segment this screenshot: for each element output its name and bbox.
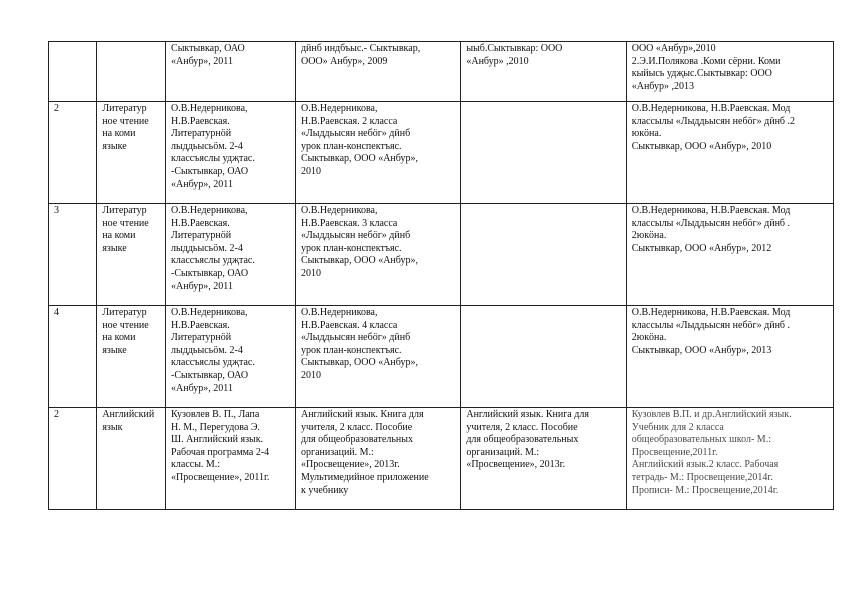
table-row	[49, 102, 834, 204]
subject-cell	[97, 42, 166, 102]
teacher-materials-cell: ыыб.Сыктывкар: ООО «Анбур» ,2010	[461, 42, 626, 102]
program-cell: О.В.Недерникова, Н.В.Раевская. Литературнӧй лыддьысьӧм. 2-4 классъяслы удҗтас. -Сыктывкар, ОАО «Анбур», 2011	[166, 102, 296, 204]
row-number-cell: 2	[49, 408, 97, 510]
subject-cell: Английский язык	[97, 408, 166, 510]
subject-cell: Литератур ное чтение на коми языке	[97, 204, 166, 306]
curriculum-materials-table	[48, 41, 834, 510]
row-number-cell: 2	[49, 102, 97, 204]
table-row	[49, 306, 834, 408]
extra-materials-cell: О.В.Недерникова, Н.В.Раевская. Мод классылы «Лыддьысян небӧг» дӣнб . 2юкӧна. Сыктывкар, ООО «Анбур», 2012	[626, 204, 833, 306]
row-number-cell: 4	[49, 306, 97, 408]
table-row	[49, 408, 834, 510]
teacher-materials-cell	[461, 204, 626, 306]
student-materials-cell: О.В.Недерникова, Н.В.Раевская. 3 класса «Лыддьысян небӧг» дӣнб урок план-конспектъяс. Сыктывкар, ООО «Анбур», 2010	[295, 204, 460, 306]
teacher-materials-cell	[461, 102, 626, 204]
student-materials-cell: О.В.Недерникова, Н.В.Раевская. 2 класса «Лыддьысян небӧг» дӣнб урок план-конспектъяс. Сыктывкар, ООО «Анбур», 2010	[295, 102, 460, 204]
program-cell: О.В.Недерникова, Н.В.Раевская. Литературнӧй лыддьысьӧм. 2-4 классъяслы удҗтас. -Сыктывкар, ОАО «Анбур», 2011	[166, 204, 296, 306]
extra-materials-cell: Кузовлев В.П. и др.Английский язык. Учебник для 2 класса общеобразовательных школ- М.: Просвещение,2011г. Английский язык.2 класс. Рабочая тетрадь- М.: Просвещение,2014г. Прописи- М.: Просвещение,2014г.	[626, 408, 833, 510]
teacher-materials-cell: Английский язык. Книга для учителя, 2 класс. Пособие для общеобразовательных организаций. М.: «Просвещение», 2013г.	[461, 408, 626, 510]
student-materials-cell: О.В.Недерникова, Н.В.Раевская. 4 класса «Лыддьысян небӧг» дӣнб урок план-конспектъяс. Сыктывкар, ООО «Анбур», 2010	[295, 306, 460, 408]
student-materials-cell: Английский язык. Книга для учителя, 2 класс. Пособие для общеобразовательных организаций. М.: «Просвещение», 2013г. Мультимедийное приложение к учебнику	[295, 408, 460, 510]
extra-materials-cell: О.В.Недерникова, Н.В.Раевская. Мод классылы «Лыддьысян небӧг» дӣнб . 2юкӧна. Сыктывкар, ООО «Анбур», 2013	[626, 306, 833, 408]
table-row	[49, 42, 834, 102]
subject-cell: Литератур ное чтение на коми языке	[97, 306, 166, 408]
extra-materials-cell: ООО «Анбур»,2010 2.Э.И.Полякова .Коми сёрни. Коми кыйысь удҗыс.Сыктывкар: ООО «Анбур» ,2013	[626, 42, 833, 102]
subject-cell: Литератур ное чтение на коми языке	[97, 102, 166, 204]
program-cell: О.В.Недерникова, Н.В.Раевская. Литературнӧй лыддьысьӧм. 2-4 классъяслы удҗтас. -Сыктывкар, ОАО «Анбур», 2011	[166, 306, 296, 408]
extra-materials-cell: О.В.Недерникова, Н.В.Раевская. Мод классылы «Лыддьысян небӧг» дӣнб .2 юкӧна. Сыктывкар, ООО «Анбур», 2010	[626, 102, 833, 204]
program-cell: Кузовлев В. П., Лапа Н. М., Перегудова Э. Ш. Английский язык. Рабочая программа 2-4 классы. М.: «Просвещение», 2011г.	[166, 408, 296, 510]
program-cell: Сыктывкар, ОАО «Анбур», 2011	[166, 42, 296, 102]
row-number-cell: 3	[49, 204, 97, 306]
table-row	[49, 204, 834, 306]
student-materials-cell: дӣнб индбъыс.- Сыктывкар, ООО» Анбур», 2009	[295, 42, 460, 102]
row-number-cell	[49, 42, 97, 102]
teacher-materials-cell	[461, 306, 626, 408]
